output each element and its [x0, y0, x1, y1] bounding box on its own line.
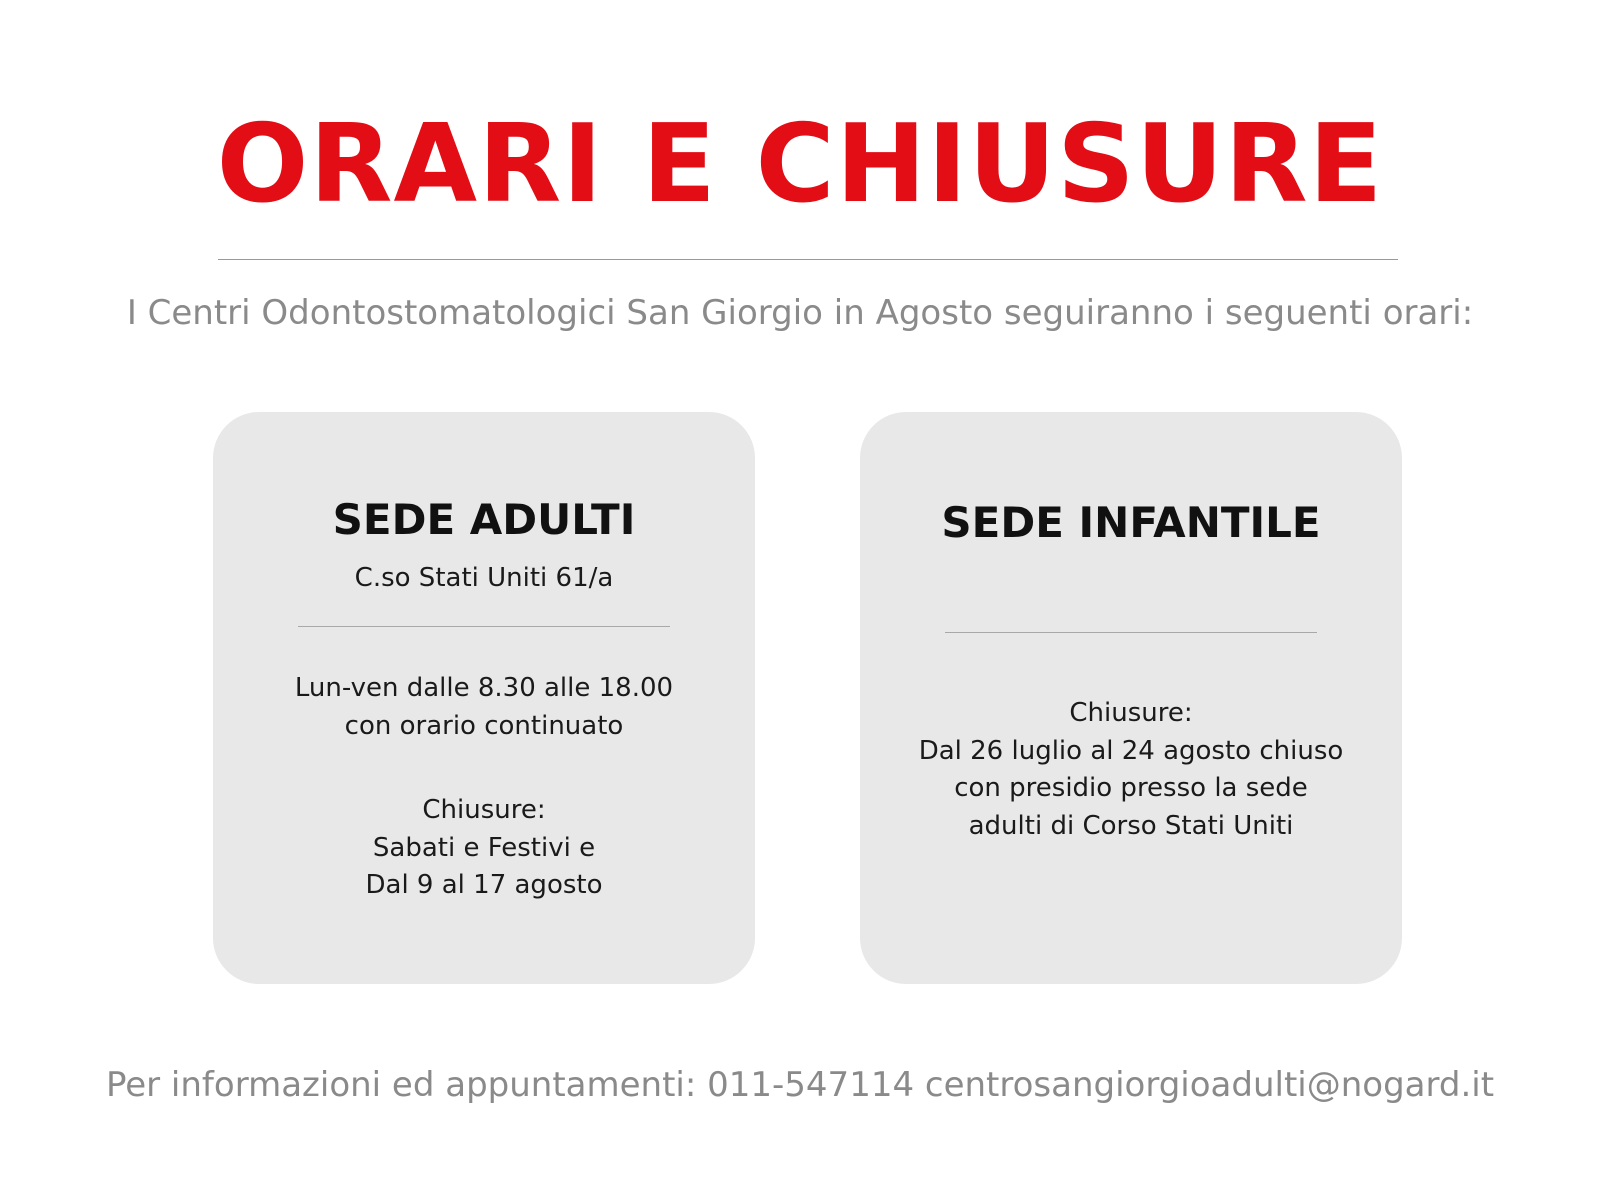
closures-block-adulti: [213, 792, 755, 905]
card-sede-infantile: [860, 412, 1402, 984]
hours-line: Lun-ven dalle 8.30 alle 18.00: [294, 673, 674, 703]
closures-line: adulti di Corso Stati Uniti: [968, 810, 1294, 841]
card-title-adulti: SEDE ADULTI: [332, 495, 636, 544]
card-divider-adulti: [298, 626, 670, 627]
card-divider-infantile: [945, 632, 1317, 633]
hours-block-adulti: [213, 670, 755, 745]
closures-line: con presidio presso la sede: [954, 773, 1308, 803]
intro-text: I Centri Odontostomatologici San Giorgio in Agosto seguiranno i seguenti orari:: [126, 293, 1474, 333]
closures-line: Chiusure:: [1069, 698, 1193, 728]
footer-contact: Per informazioni ed appuntamenti: 011-547114 centrosangiorgioadulti@nogard.it: [105, 1065, 1495, 1105]
card-address-adulti: C.so Stati Uniti 61/a: [354, 563, 614, 593]
hours-line: con orario continuato: [344, 710, 624, 741]
card-title-infantile: SEDE INFANTILE: [941, 498, 1321, 547]
closures-line: Dal 26 luglio al 24 agosto chiuso: [918, 735, 1344, 766]
closures-line: Sabati e Festivi e: [372, 832, 596, 863]
card-sede-adulti: [213, 412, 755, 984]
title-divider: [218, 259, 1398, 260]
page-title: ORARI E CHIUSURE: [216, 102, 1384, 227]
closures-line: Chiusure:: [422, 795, 546, 825]
closures-block-infantile: [860, 695, 1402, 845]
closures-line: Dal 9 al 17 agosto: [365, 870, 603, 900]
